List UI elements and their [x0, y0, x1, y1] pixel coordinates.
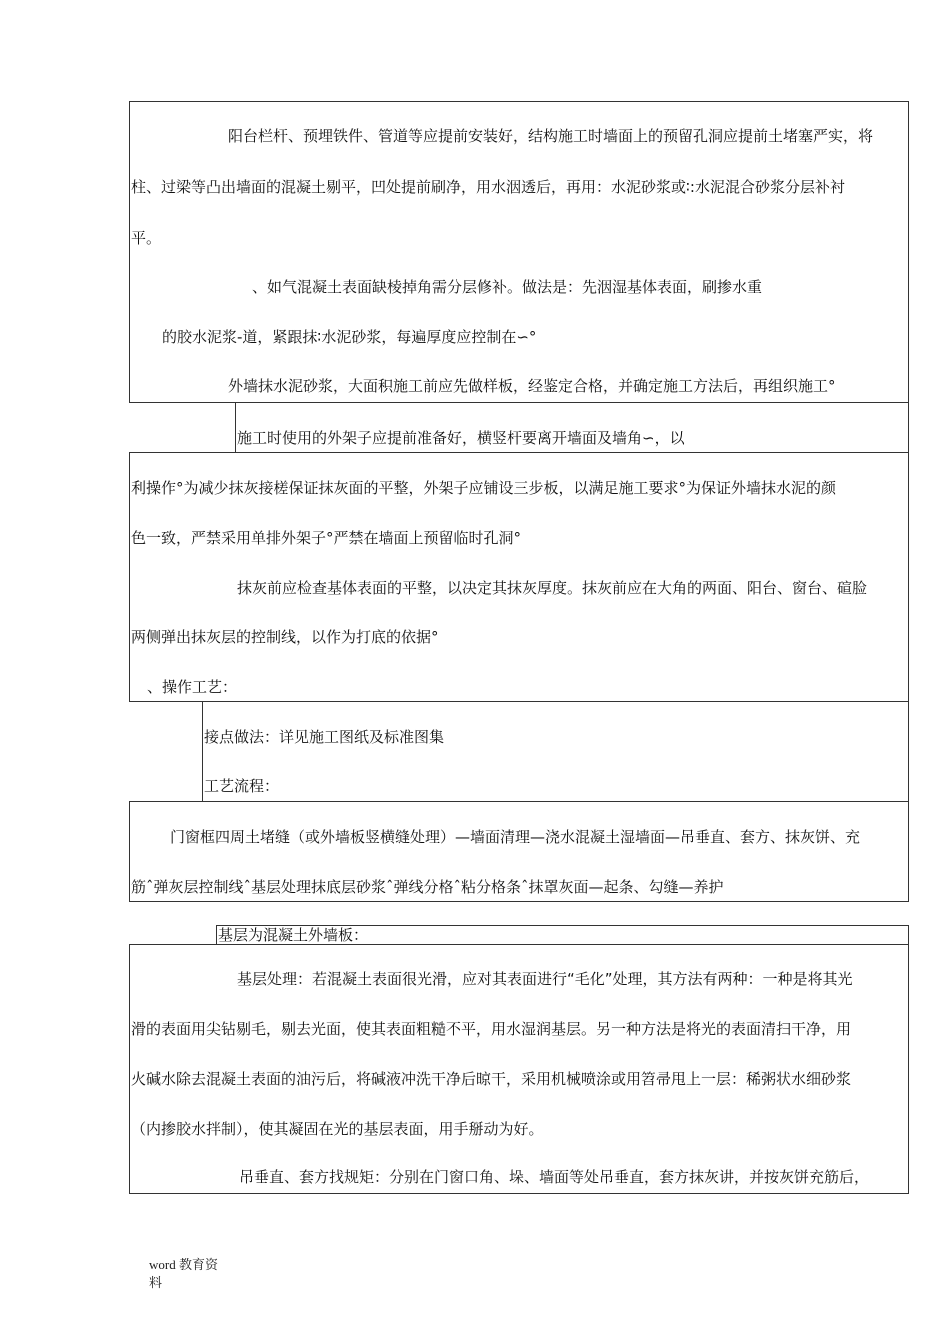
- footer-text: word 教育资: [149, 1257, 218, 1272]
- paragraph-line: 门窗框四周土堵缝（或外墙板竖横缝处理）—墙面清理—浇水混凝土湿墙面—吊垂直、套方、抹灰饼、充: [170, 828, 861, 846]
- paragraph-line: 色一致，严禁采用单排外架子°严禁在墙面上预留临时孔洞°: [131, 529, 522, 547]
- paragraph-line: 柱、过梁等凸出墙面的混凝土剔平，凹处提前刷净，用水洇透后，再用：水泥砂浆或∶:水泥混合砂浆分层补衬: [131, 178, 845, 196]
- paragraph-line: 的胶水泥浆-道，紧跟抹∶水泥砂浆，每遍厚度应控制在∽°: [162, 328, 537, 346]
- paragraph-line: 基层处理：若混凝土表面很光滑，应对其表面进行“毛化”处理，其方法有两种：一种是将其光: [237, 970, 853, 988]
- section-wall-prep: [129, 101, 909, 403]
- paragraph-line: 阳台栏杆、预埋铁件、管道等应提前安装好，结构施工时墙面上的预留孔洞应提前土堵塞严实，将: [228, 127, 874, 145]
- paragraph-line: 筋ˆ弹灰层控制线ˆ基层处理抹底层砂浆ˆ弹线分格ˆ粘分格条ˆ抹罩灰面—起条、勾缝—养护: [131, 878, 724, 896]
- divider: [235, 402, 236, 452]
- divider: [908, 702, 909, 801]
- paragraph-line: 两侧弹出抹灰层的控制线，以作为打底的依据°: [131, 628, 439, 646]
- subsection-title: 基层为混凝土外墙板：: [218, 926, 369, 944]
- footer-text: 料: [149, 1275, 163, 1290]
- paragraph-line: 、如气混凝土表面缺棱掉角需分层修补。做法是：先洇湿基体表面，刷掺水重: [252, 278, 763, 296]
- section-heading: 工艺流程：: [204, 777, 280, 795]
- paragraph-line: 施工时使用的外架子应提前准备好，横竖杆要离开墙面及墙角∽，以: [237, 429, 685, 447]
- paragraph-line: 火碱水除去混凝土表面的油污后，将碱液冲洗干净后晾干，采用机械喷涂或用笤帚甩上一层：稀粥状水细砂浆: [131, 1070, 852, 1088]
- divider: [202, 702, 203, 801]
- paragraph-line: （内掺胶水拌制），使其凝固在光的基层表面，用手掰动为好。: [131, 1120, 544, 1138]
- paragraph-line: 外墙抹水泥砂浆，大面积施工前应先做样板，经鉴定合格，并确定施工方法后，再组织施工°: [228, 377, 836, 395]
- divider: [908, 402, 909, 452]
- paragraph-line: 平。: [131, 229, 162, 247]
- paragraph-line: 抹灰前应检查基体表面的平整，以决定其抹灰厚度。抹灰前应在大角的两面、阳台、窗台、碹脸: [237, 579, 868, 597]
- paragraph-line: 吊垂直、套方找规矩：分别在门窗口角、垛、墙面等处吊垂直，套方抹灰讲，并按灰饼充筋后，: [239, 1168, 870, 1186]
- section-heading: 、操作工艺：: [147, 678, 238, 696]
- paragraph-line: 接点做法：详见施工图纸及标准图集: [204, 728, 445, 746]
- paragraph-line: 利操作°为减少抹灰接槎保证抹灰面的平整，外架子应铺设三步板，以满足施工要求°为保证外墙抹水泥的颜: [131, 479, 837, 497]
- paragraph-line: 滑的表面用尖钻剔毛，剔去光面，使其表面粗糙不平，用水湿润基层。另一种方法是将光的表面清扫干净，用: [131, 1020, 852, 1038]
